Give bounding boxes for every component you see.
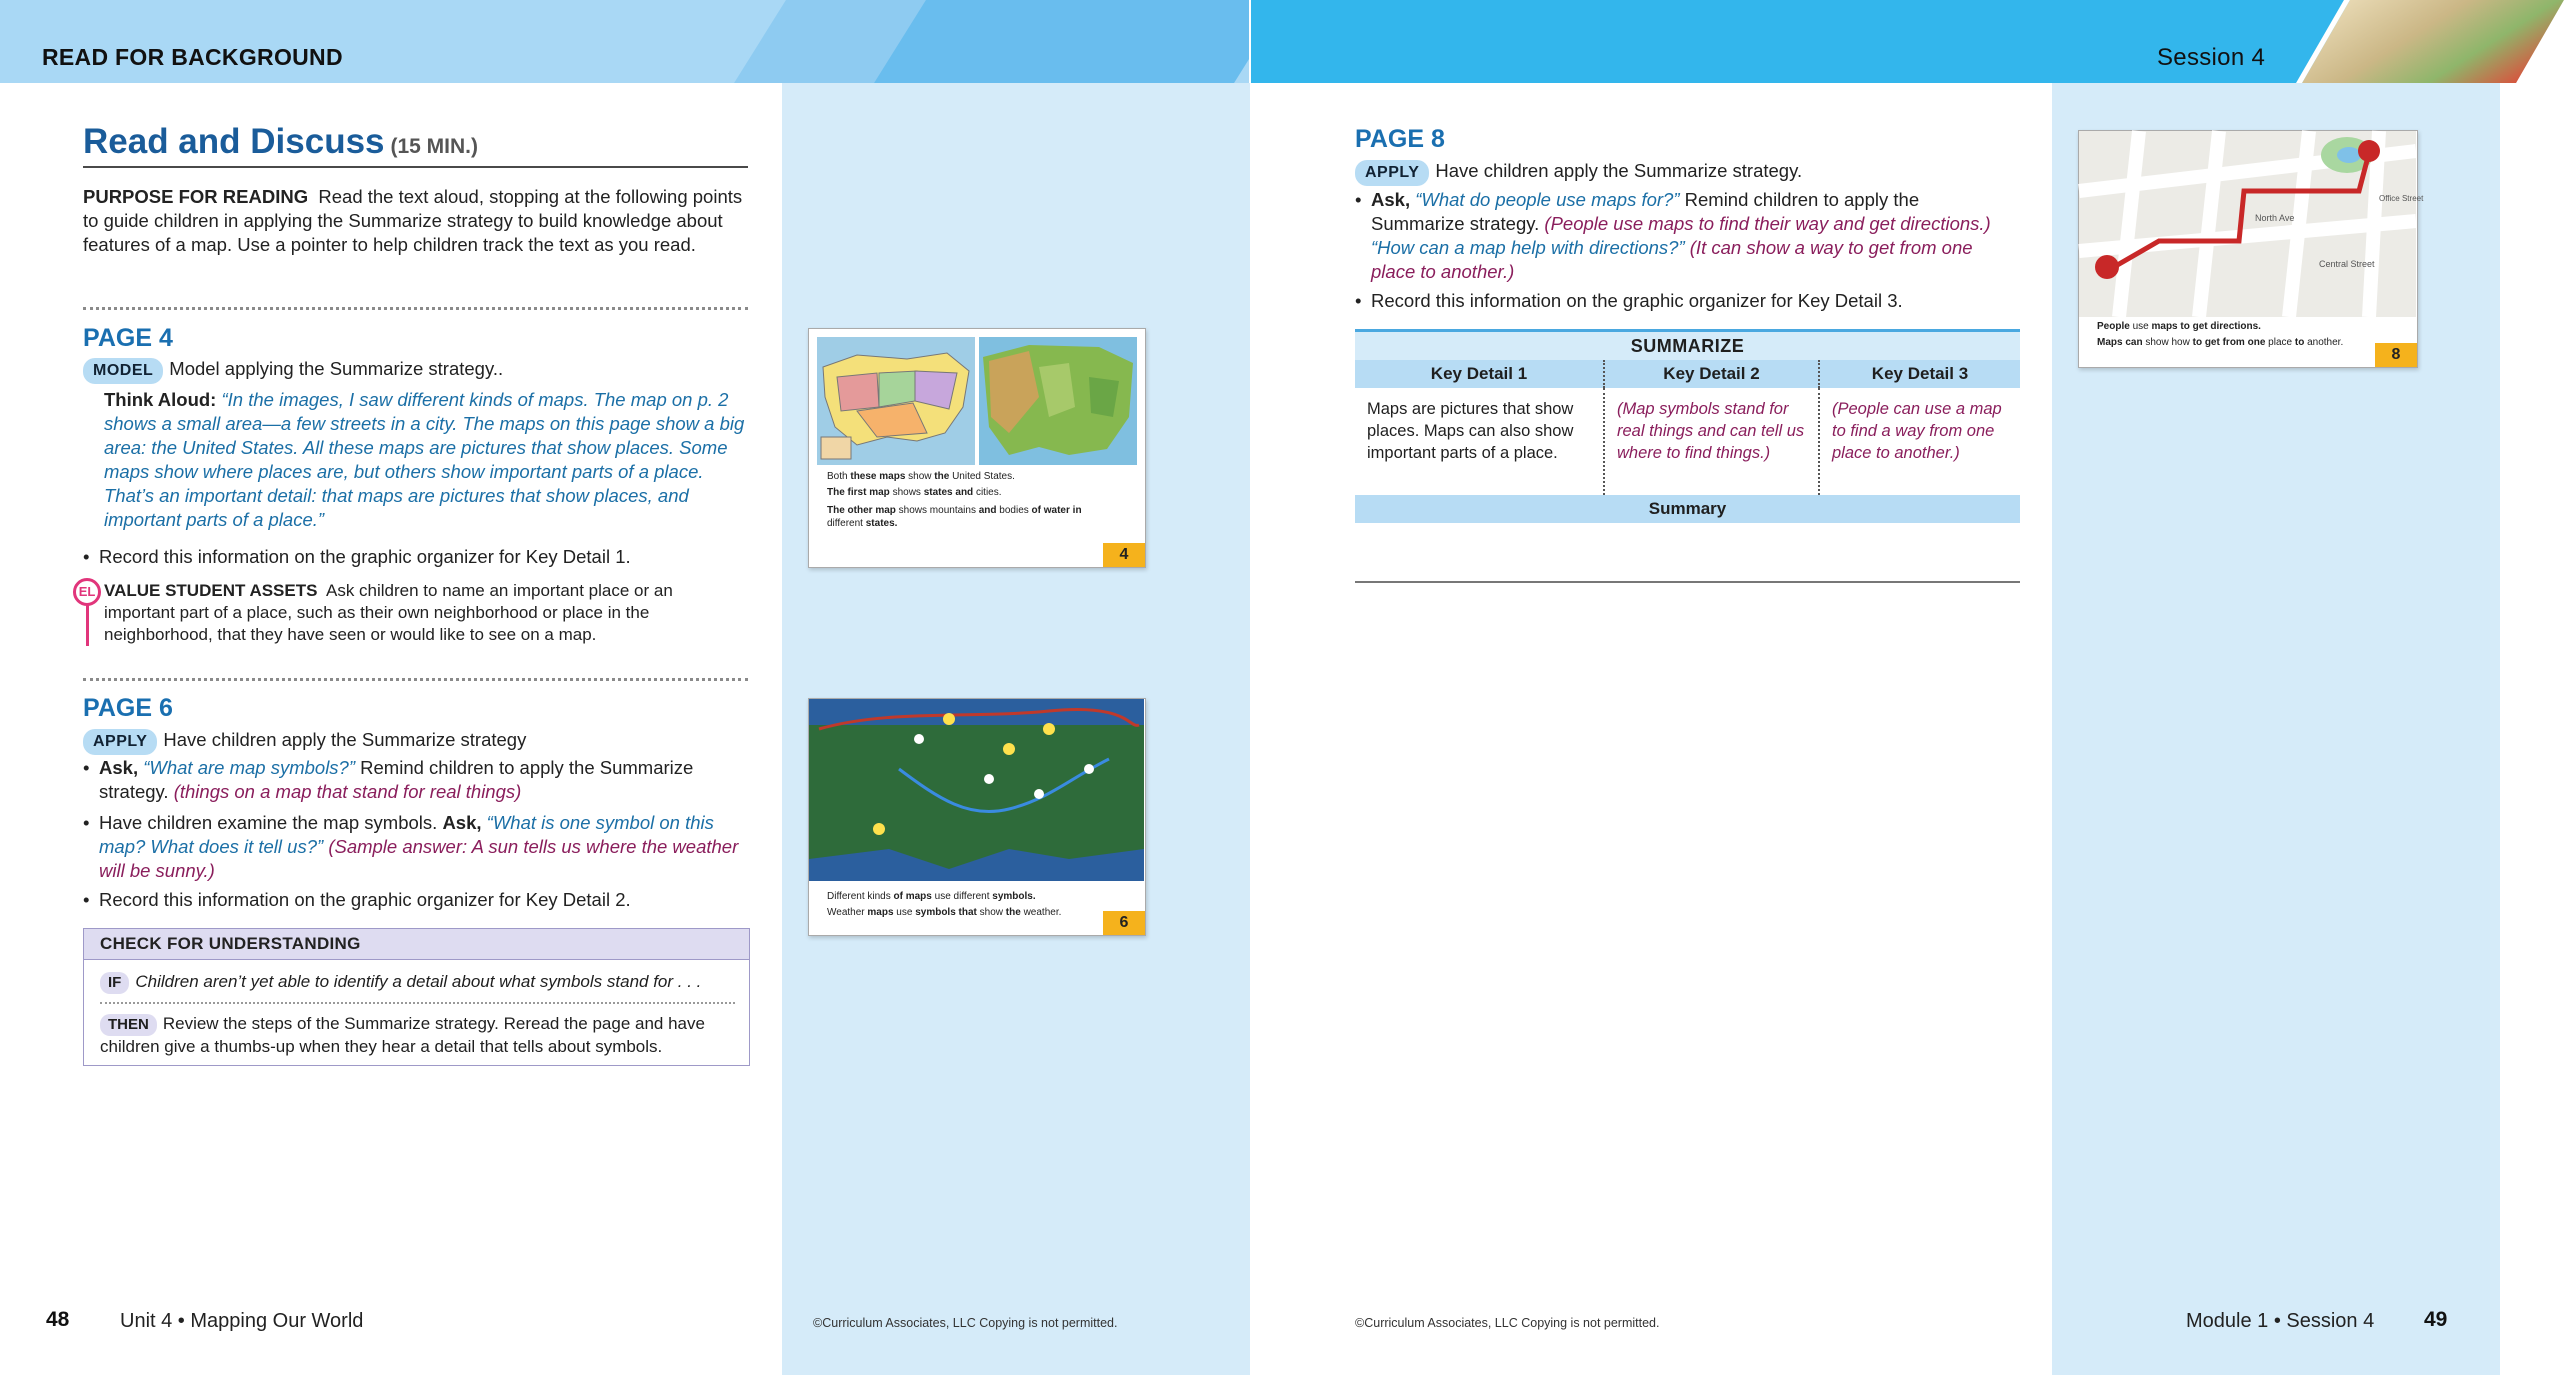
unit-label: Unit 4 • Mapping Our World — [120, 1310, 364, 1332]
bullet-text: Remind children to apply the Summarize strategy. — [1371, 189, 1920, 234]
page6-bullet-3: • Record this information on the graphic organizer for Key Detail 2. — [83, 888, 748, 912]
think-aloud — [104, 388, 752, 532]
page4-instruction — [83, 357, 748, 384]
caption-text: People — [2097, 321, 2130, 332]
caption-text: states and — [923, 487, 974, 498]
question-text: “How can a map help with directions?” — [1371, 237, 1685, 258]
instruction-text: Model applying the Summarize strategy.. — [169, 358, 504, 379]
el-paragraph — [104, 580, 704, 646]
organizer-body-row — [1355, 388, 2020, 495]
thumb8-caption — [2097, 319, 2397, 351]
summarize-organizer — [1355, 329, 2020, 583]
caption-text: symbols that — [915, 907, 977, 918]
answer-text: (Sample answer: A sun tells us where the weather will be sunny.) — [99, 836, 739, 881]
caption-text: states. — [865, 518, 898, 529]
caption-text: another. — [2304, 337, 2344, 348]
question-text: “What do people use maps for?” — [1415, 189, 1680, 210]
caption-text: maps — [867, 907, 894, 918]
caption-text: the — [1005, 907, 1021, 918]
caption-text: show how — [2142, 337, 2193, 348]
us-political-map-image — [817, 337, 975, 465]
duration-text: (15 MIN.) — [390, 135, 479, 158]
key-detail-1-header: Key Detail 1 — [1355, 360, 1605, 388]
header-band-right — [1250, 0, 2500, 83]
key-detail-2-cell: (Map symbols stand for real things and can tell us where to find things.) — [1605, 388, 1820, 495]
thumb4-caption — [827, 469, 1127, 530]
page4-heading: PAGE 4 — [83, 324, 173, 352]
page-number-tab: 4 — [1103, 543, 1145, 567]
caption-text: show — [905, 471, 935, 482]
caption-text: to get from one — [2192, 337, 2266, 348]
organizer-header-row — [1355, 360, 2020, 388]
then-text: Review the steps of the Summarize strategy. Reread the page and have children give a thumbs-up when they hear a detail that tells about symbols. — [100, 1014, 705, 1056]
caption-text: place — [2265, 337, 2295, 348]
caption-text: Different kinds — [827, 891, 894, 902]
caption-text: shows — [889, 487, 924, 498]
street-label: Central Street — [2319, 259, 2375, 269]
dotted-divider — [83, 678, 748, 681]
then-pill: THEN — [100, 1014, 157, 1036]
session-footer-label: Module 1 • Session 4 — [2186, 1310, 2375, 1332]
student-page-4-thumbnail — [808, 328, 1146, 568]
dotted-divider — [83, 307, 748, 310]
el-label: VALUE STUDENT ASSETS — [104, 581, 318, 600]
page6-heading: PAGE 6 — [83, 694, 173, 722]
page8-instruction — [1355, 159, 2020, 186]
caption-text: of water in — [1031, 505, 1082, 516]
caption-text: The other map — [827, 505, 896, 516]
answer-text: (things on a map that stand for real things) — [173, 781, 522, 802]
summary-line — [1355, 581, 2020, 583]
page-number-tab: 6 — [1103, 911, 1145, 935]
question-text: “What is one symbol on this map? What does it tell us?” — [99, 812, 714, 857]
caption-text: cities. — [973, 487, 1002, 498]
copyright-left: ©Curriculum Associates, LLC Copying is not permitted. — [813, 1316, 1118, 1330]
page6-instruction — [83, 728, 748, 755]
page4-bullet: • Record this information on the graphic organizer for Key Detail 1. — [83, 545, 748, 569]
think-aloud-text: “In the images, I saw different kinds of maps. The map on p. 2 shows a small area—a few streets in a city. The maps on this page show a big area: the United States. All these maps are pictures that show places. Some maps show where places are, but others show important parts of a place. That’s an important detail: that maps are pictures that show places, and important parts of a place.” — [104, 389, 745, 530]
organizer-title: SUMMARIZE — [1355, 329, 2020, 360]
caption-text: and — [978, 505, 997, 516]
instruction-text: Have children apply the Summarize strategy. — [1435, 160, 1803, 181]
caption-text: the — [934, 471, 950, 482]
student-page-6-thumbnail — [808, 698, 1146, 936]
bullet-text: Remind children to apply the Summarize strategy. — [99, 757, 694, 802]
caption-text: of maps — [893, 891, 932, 902]
page8-bullet-2: • Record this information on the graphic organizer for Key Detail 3. — [1355, 289, 2020, 313]
caption-text: use — [893, 907, 916, 918]
apply-badge: APPLY — [1355, 160, 1429, 186]
caption-text: show — [976, 907, 1006, 918]
student-page-8-thumbnail — [2078, 130, 2424, 368]
thumb6-caption — [827, 889, 1127, 921]
apply-badge: APPLY — [83, 729, 157, 755]
caption-text: weather. — [1020, 907, 1062, 918]
caption-text: use different — [931, 891, 993, 902]
purpose-paragraph — [83, 185, 748, 257]
key-detail-2-header: Key Detail 2 — [1605, 360, 1820, 388]
caption-text: Both — [827, 471, 851, 482]
section-label: READ FOR BACKGROUND — [42, 44, 343, 70]
key-detail-3-cell: (People can use a map to find a way from one place to another.) — [1832, 400, 2002, 462]
caption-text: to — [2294, 337, 2305, 348]
page-title — [83, 122, 748, 168]
page8-heading: PAGE 8 — [1355, 125, 1445, 153]
caption-text: bodies — [996, 505, 1032, 516]
caption-text: these maps — [850, 471, 906, 482]
session-label: Session 4 — [2157, 44, 2266, 71]
caption-text: symbols. — [992, 891, 1036, 902]
instruction-text: Have children apply the Summarize strategy — [163, 729, 527, 750]
page-gutter — [1249, 0, 1251, 83]
answer-text: (People use maps to find their way and get directions.) — [1544, 213, 1991, 234]
caption-text: The first map — [827, 487, 890, 498]
street-map-image — [2079, 131, 2424, 317]
weather-map-image — [809, 699, 1144, 881]
if-text: Children aren’t yet able to identify a detail about what symbols stand for . . . — [135, 972, 702, 991]
el-icon: EL — [73, 578, 101, 606]
us-physical-map-image — [979, 337, 1137, 465]
copyright-right: ©Curriculum Associates, LLC Copying is not permitted. — [1355, 1316, 1660, 1330]
bullet-text: Have children examine the map symbols. — [99, 812, 438, 833]
page-number-tab: 8 — [2375, 343, 2417, 367]
think-aloud-label: Think Aloud: — [104, 389, 217, 410]
page6-bullet-1 — [83, 756, 723, 804]
caption-text: different — [827, 518, 866, 529]
title-text: Read and Discuss — [83, 122, 385, 161]
page6-bullet-2 — [83, 811, 748, 883]
ask-label: Ask, — [442, 812, 482, 833]
caption-text: shows mountains — [895, 505, 979, 516]
page-number-right: 49 — [2424, 1308, 2448, 1331]
check-then-row — [100, 1013, 735, 1058]
caption-text: use — [2129, 321, 2152, 332]
page-number-left: 48 — [46, 1308, 70, 1331]
caption-text: Weather — [827, 907, 868, 918]
el-marker-line — [86, 604, 89, 646]
key-detail-1-cell: Maps are pictures that show places. Maps can also show important parts of a place. — [1355, 388, 1605, 495]
street-label: Office Street — [2379, 194, 2424, 203]
street-label: North Ave — [2255, 213, 2295, 223]
model-badge: MODEL — [83, 358, 163, 384]
check-title: CHECK FOR UNDERSTANDING — [84, 929, 749, 960]
caption-text: United States. — [949, 471, 1015, 482]
caption-text: maps to get directions. — [2151, 321, 2261, 332]
purpose-text: Read the text aloud, stopping at the following points to guide children in applying the Summarize strategy to build knowledge about features of a map. Use a pointer to help children track the text as you read. — [83, 186, 743, 255]
header-stripe — [874, 0, 1286, 83]
el-text: Ask children to name an important place or an important part of a place, such as their own neighborhood or place in the neighborhood, that they have seen or would like to see on a map. — [104, 581, 673, 644]
key-detail-3-header: Key Detail 3 — [1871, 364, 1969, 383]
ask-label: Ask, — [1371, 189, 1411, 210]
ask-label: Ask, — [99, 757, 139, 778]
page8-bullet-1 — [1355, 188, 2015, 284]
caption-text: Maps can — [2097, 337, 2143, 348]
header-photo — [2296, 0, 2564, 83]
question-text: “What are map symbols?” — [143, 757, 356, 778]
check-if-row — [100, 971, 735, 1004]
if-pill: IF — [100, 972, 129, 994]
check-for-understanding-box — [83, 928, 750, 1066]
purpose-label: PURPOSE FOR READING — [83, 186, 309, 207]
answer-text: (It can show a way to get from one place to another.) — [1371, 237, 1973, 282]
summary-header: Summary — [1355, 495, 2020, 523]
